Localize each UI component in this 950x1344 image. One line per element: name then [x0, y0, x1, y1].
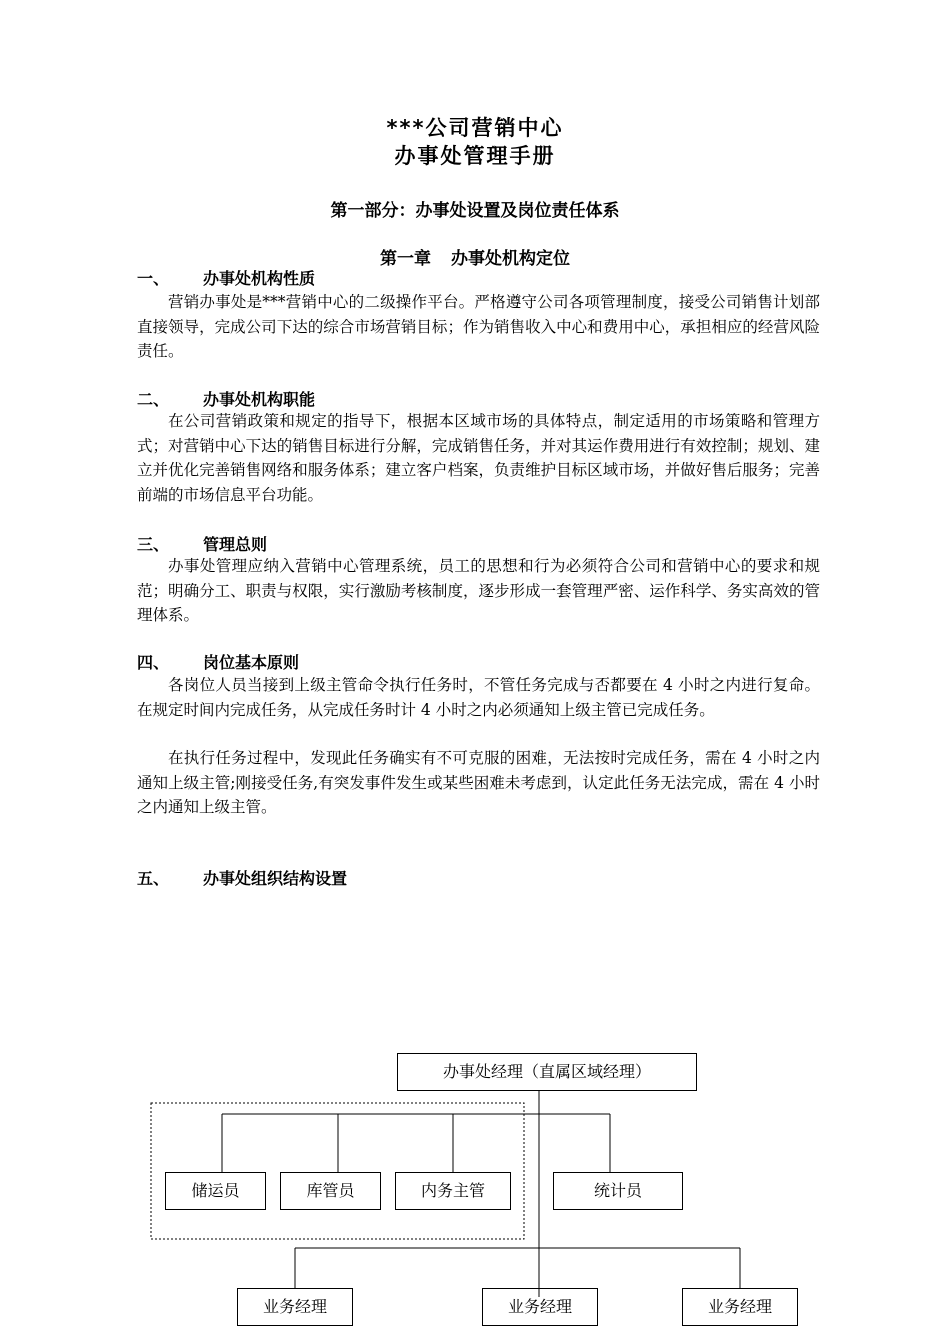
section-number: 五、 — [137, 869, 170, 888]
section-number: 一、 — [137, 269, 170, 288]
document-title-line2: 办事处管理手册 — [394, 144, 556, 168]
org-box-statistician: 统计员 — [553, 1172, 683, 1210]
section-4-paragraph-1: 各岗位人员当接到上级主管命令执行任务时，不管任务完成与否都要在 4 小时之内进行复命。在规定时间内完成任务，从完成任务时计 4 小时之内必须通知上级主管已完成任务。 — [137, 676, 820, 719]
section-title: 管理总则 — [203, 535, 268, 554]
section-title: 办事处机构职能 — [203, 390, 316, 409]
org-box-storage-clerk: 储运员 — [165, 1172, 266, 1210]
org-box-warehouse-keeper: 库管员 — [280, 1172, 381, 1210]
section-heading-2 — [137, 387, 315, 410]
section-number: 二、 — [137, 390, 170, 409]
section-4-paragraph-2: 在执行任务过程中，发现此任务确实有不可克服的困难，无法按时完成任务，需在 4 小时之内通知上级主管;刚接受任务,有突发事件发生或某些困难未考虑到，认定此任务无法完成，需在 4 小时之内通知上级主管。 — [137, 749, 820, 816]
group-dashed-frame — [151, 1103, 524, 1239]
chapter-number: 第一章 — [380, 249, 431, 269]
section-number: 三、 — [137, 535, 170, 554]
section-heading-1 — [137, 266, 315, 289]
section-heading-3 — [137, 532, 267, 555]
org-box-business-manager-3: 业务经理 — [682, 1288, 798, 1326]
org-box-business-manager-1: 业务经理 — [237, 1288, 353, 1326]
part-heading: 第一部分：办事处设置及岗位责任体系 — [330, 201, 620, 221]
section-1-paragraph-1: 营销办事处是***营销中心的二级操作平台。严格遵守公司各项管理制度，接受公司销售计划部直接领导，完成公司下达的综合市场营销目标；作为销售收入中心和费用中心，承担相应的经营风险责任。 — [137, 293, 820, 360]
section-title: 岗位基本原则 — [203, 653, 300, 672]
section-3-paragraph-1: 办事处管理应纳入营销中心管理系统，员工的思想和行为必须符合公司和营销中心的要求和规范；明确分工、职责与权限，实行激励考核制度，逐步形成一套管理严密、运作科学、务实高效的管理体系。 — [137, 557, 820, 624]
document-title-line1: ***公司营销中心 — [386, 116, 564, 140]
section-title: 办事处机构性质 — [203, 269, 316, 288]
section-heading-5 — [137, 866, 347, 889]
section-number: 四、 — [137, 653, 170, 672]
org-box-office-manager: 办事处经理（直属区域经理） — [397, 1053, 697, 1091]
section-heading-4 — [137, 650, 299, 673]
org-box-business-manager-2: 业务经理 — [482, 1288, 598, 1326]
org-box-internal-supervisor: 内务主管 — [395, 1172, 511, 1210]
section-title: 办事处组织结构设置 — [203, 869, 348, 888]
section-2-paragraph-1: 在公司营销政策和规定的指导下，根据本区域市场的具体特点，制定适用的市场策略和管理方式；对营销中心下达的销售目标进行分解，完成销售任务，并对其运作费用进行有效控制；规划、建立并优化完善销售网络和服务体系；建立客户档案，负责维护目标区域市场，并做好售后服务；完善前端的市场信息平台功能。 — [137, 412, 820, 504]
chapter-title: 办事处机构定位 — [451, 249, 570, 269]
